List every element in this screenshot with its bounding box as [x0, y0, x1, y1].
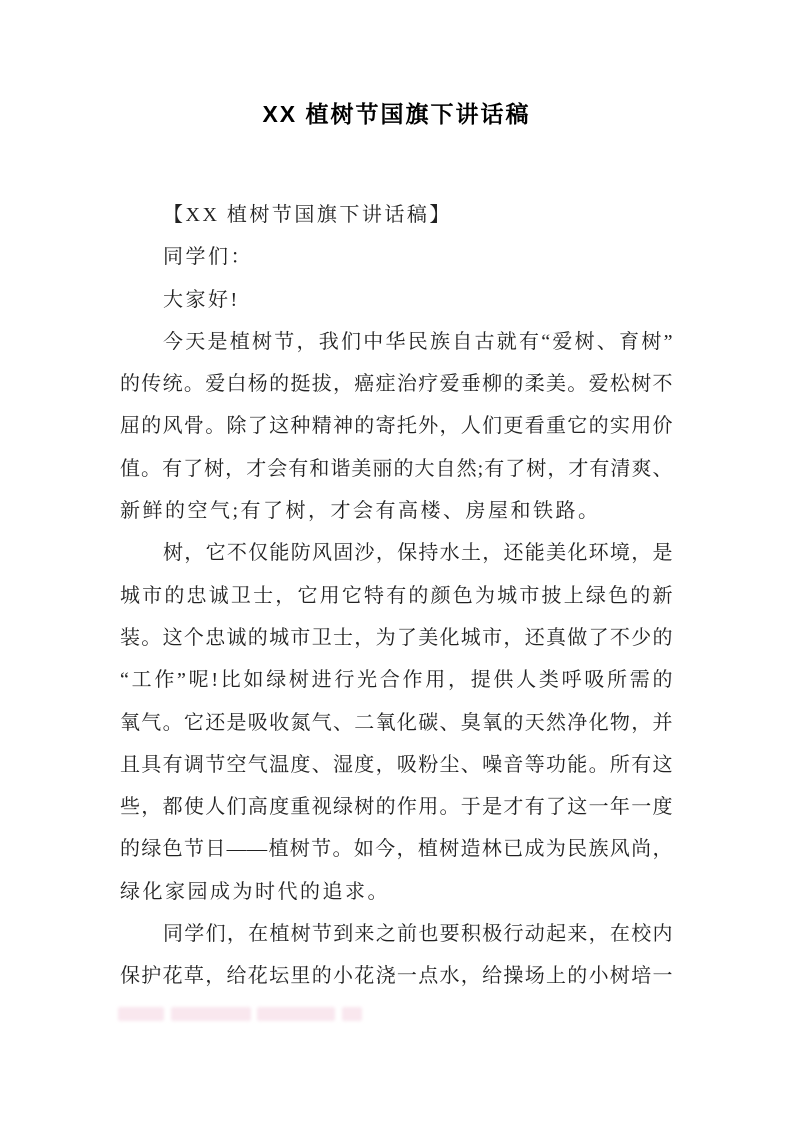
text-line: 的绿色节日——植树节。如今，植树造林已成为民族风尚， [120, 838, 673, 861]
text-line: 且具有调节空气温度、湿度，吸粉尘、噪音等功能。所有这 [120, 753, 673, 776]
text-line: “工作”呢!比如绿树进行光合作用，提供人类呼吸所需的 [120, 669, 673, 692]
text-line: 树，它不仅能防风固沙，保持水土，还能美化环境，是 [163, 542, 673, 565]
text-line: 值。有了树，才会有和谐美丽的大自然;有了树，才有清爽、 [120, 457, 673, 480]
text-line: 今天是植树节，我们中华民族自古就有“爱树、育树” [163, 330, 673, 353]
text-line: 保护花草，给花坛里的小花浇一点水，给操场上的小树培一 [120, 965, 673, 988]
document-title: XX 植树节国旗下讲话稿 [262, 101, 531, 127]
greeting-line: 大家好! [163, 288, 240, 311]
watermark-text [118, 1004, 362, 1024]
text-line: 装。这个忠诚的城市卫士，为了美化城市，还真做了不少的 [120, 626, 673, 649]
text-line: 城市的忠诚卫士，它用它特有的颜色为城市披上绿色的新 [120, 584, 673, 607]
text-line: 同学们，在植树节到来之前也要积极行动起来，在校内 [163, 923, 673, 946]
text-line: 的传统。爱白杨的挺拔，癌症治疗爱垂柳的柔美。爱松树不 [120, 373, 673, 396]
subtitle-line: 【XX 植树节国旗下讲话稿】 [163, 204, 452, 226]
watermark-fragment [342, 1007, 362, 1021]
watermark-fragment [257, 1007, 335, 1021]
text-line: 屈的风骨。除了这种精神的寄托外，人们更看重它的实用价 [120, 415, 673, 438]
text-line: 些，都使人们高度重视绿树的作用。于是才有了这一年一度 [120, 796, 673, 819]
text-line: 氧气。它还是吸收氮气、二氧化碳、臭氧的天然净化物，并 [120, 711, 673, 734]
text-line: 绿化家园成为时代的追求。 [120, 880, 390, 903]
watermark-fragment [171, 1007, 251, 1021]
text-line: 新鲜的空气;有了树，才会有高楼、房屋和铁路。 [120, 500, 601, 523]
salutation-line: 同学们： [163, 246, 253, 269]
watermark-fragment [118, 1007, 164, 1021]
document-body [120, 194, 673, 998]
